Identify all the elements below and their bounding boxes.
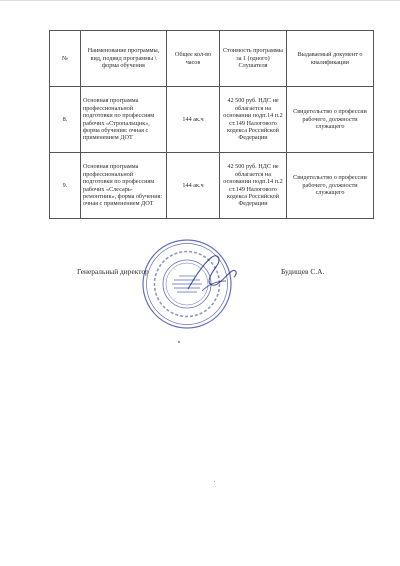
row-number: 8. <box>50 87 81 153</box>
header-number: № <box>50 31 81 87</box>
row-program-name: Основная программа профессиональной подготовки по профессиям рабочих «Слесарь-ремонтник», форма обучения: очная с применением ДОТ <box>81 153 167 219</box>
table-row <box>50 87 374 153</box>
row-number: 9. <box>50 153 81 219</box>
row-hours: 144 ак.ч <box>167 153 220 219</box>
header-document: Выдаваемый документ о квалификации <box>287 31 374 87</box>
page-edge <box>0 0 400 1</box>
signature-block <box>0 225 400 335</box>
row-document: Свидетельство о профессии рабочего, должности служащего <box>287 153 374 219</box>
header-program-name: Наименование программы, вид, подвид программы \ форма обучения <box>81 31 167 87</box>
row-program-name: Основная программа профессиональной подготовки по профессиям рабочих «Стропальщик», форма обучения: очная с применением ДОТ <box>81 87 167 153</box>
header-cost: Стоимость программы за 1 (одного) Слушателя <box>220 31 287 87</box>
programs-table <box>49 30 374 219</box>
table-header-row <box>50 31 374 87</box>
handwritten-signature-icon <box>182 245 242 305</box>
row-cost: 42 500 руб. НДС не облагается на основании подп.14 п.2 ст.149 Налогового кодекса Российской Федерации <box>220 153 287 219</box>
scan-speck <box>178 341 180 343</box>
row-cost: 42 500 руб. НДС не облагается на основании подп.14 п.2 ст.149 Налогового кодекса Российской Федерации <box>220 87 287 153</box>
director-title: Генеральный директор <box>77 267 149 276</box>
header-hours: Общее кол-во часов <box>167 31 220 87</box>
row-document: Свидетельство о профессии рабочего, должности служащего <box>287 87 374 153</box>
table-row <box>50 153 374 219</box>
director-name: Будищев С.А. <box>281 267 325 276</box>
row-hours: 144 ак.ч <box>167 87 220 153</box>
scan-speck <box>214 481 215 482</box>
